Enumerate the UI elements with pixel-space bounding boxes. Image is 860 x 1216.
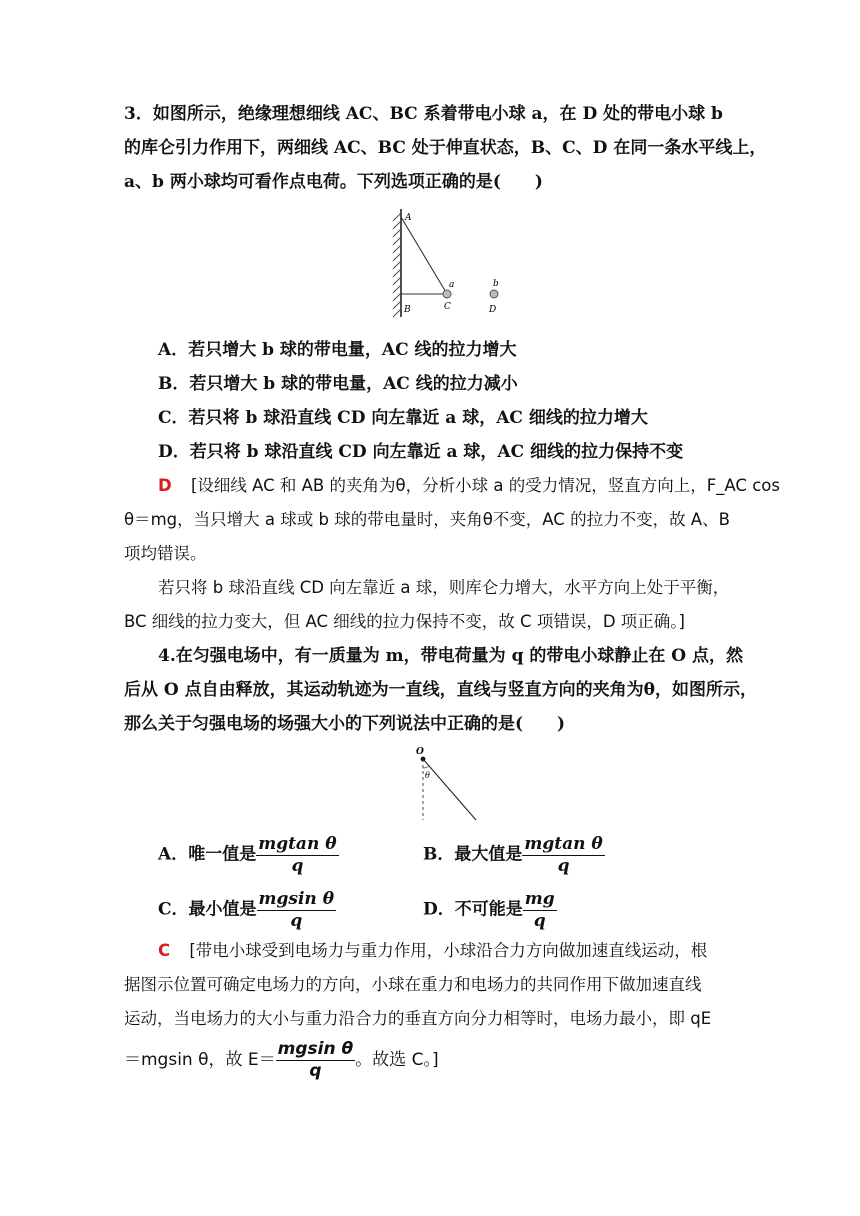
- q4-option-b-fraction: [522, 835, 604, 875]
- label-a: a: [449, 280, 455, 290]
- q4-option-c-fraction: [257, 890, 337, 930]
- q3-solution-line-3: 项均错误。: [124, 544, 207, 563]
- q4-solution-line-1: [158, 934, 778, 968]
- q4-option-a-num: mgtan θ: [258, 834, 337, 854]
- q4-option-c-num: mgsin θ: [258, 889, 335, 909]
- angle-arc: [423, 766, 429, 768]
- q3-option-b: B．若只增大 b 球的带电量，AC 线的拉力减小: [158, 374, 518, 394]
- q4-solution-num: mgsin θ: [277, 1039, 354, 1059]
- q4-option-b-den: q: [557, 855, 570, 876]
- q4-stem-line-3: 那么关于匀强电场的场强大小的下列说法中正确的是( ): [124, 714, 566, 734]
- q4-figure: [410, 742, 490, 824]
- q4-solution-den: q: [309, 1060, 322, 1081]
- q3-solution-line-1: [158, 469, 778, 503]
- label-A: A: [405, 213, 412, 223]
- q4-answer: C: [158, 941, 171, 960]
- q4-option-d: [423, 890, 557, 930]
- q4-solution-line-3: 运动，当电场力的大小与重力沿合力的垂直方向分力相等时，电场力最小，即 qE: [124, 1009, 712, 1028]
- q4-solution-line-4: [124, 1040, 439, 1080]
- ball-b: [490, 290, 498, 298]
- q3-stem-line-2: 的库仑引力作用下，两细线 AC、BC 处于伸直状态，B、C、D 在同一条水平线上，: [124, 138, 767, 158]
- string-ac: [401, 217, 447, 294]
- q4-option-b-prefix: B．最大值是: [423, 844, 523, 865]
- label-theta: θ: [425, 771, 430, 780]
- q3-stem-line-1: 3．如图所示，绝缘理想细线 AC、BC 系着带电小球 a，在 D 处的带电小球 b: [124, 104, 723, 124]
- q4-option-a-den: q: [291, 855, 304, 876]
- q4-option-d-prefix: D．不可能是: [423, 899, 523, 920]
- q3-option-d: D．若只将 b 球沿直线 CD 向左靠近 a 球，AC 细线的拉力保持不变: [158, 442, 684, 462]
- q3-solution-line-5: BC 细线的拉力变大，但 AC 细线的拉力保持不变，故 C 项错误，D 项正确。]: [124, 612, 685, 631]
- q3-solution-text-1: [设细线 AC 和 AB 的夹角为θ，分析小球 a 的受力情况，竖直方向上，F_AC cos: [190, 476, 780, 495]
- label-C: C: [444, 302, 451, 312]
- q3-option-a: A．若只增大 b 球的带电量，AC 线的拉力增大: [158, 340, 517, 360]
- q4-solution-last-post: 。故选 C。]: [355, 1050, 439, 1071]
- q4-option-d-num: mg: [524, 889, 555, 909]
- label-b: b: [493, 279, 499, 289]
- trajectory-line: [423, 759, 476, 820]
- q4-stem-line-2: 后从 O 点自由释放，其运动轨迹为一直线，直线与竖直方向的夹角为θ，如图所示，: [124, 680, 757, 700]
- wall-hatching: [393, 213, 401, 317]
- q3-solution-line-4: 若只将 b 球沿直线 CD 向左靠近 a 球，则库仑力增大，水平方向上处于平衡，: [158, 578, 730, 597]
- q3-solution-line-2: θ＝mg，当只增大 a 球或 b 球的带电量时，夹角θ不变，AC 的拉力不变，故 A、B: [124, 510, 730, 529]
- q4-stem-line-1: 4.在匀强电场中，有一质量为 m，带电荷量为 q 的带电小球静止在 O 点，然: [158, 646, 744, 666]
- q4-solution-line-2: 据图示位置可确定电场力的方向，小球在重力和电场力的共同作用下做加速直线: [124, 975, 702, 994]
- label-D: D: [489, 305, 497, 315]
- q4-option-c: [158, 890, 336, 930]
- ball-a: [443, 290, 451, 298]
- label-O: O: [416, 747, 424, 757]
- label-B: B: [404, 305, 411, 315]
- q3-stem-line-3: a、b 两小球均可看作点电荷。下列选项正确的是( ): [124, 172, 543, 192]
- q4-option-c-prefix: C．最小值是: [158, 899, 257, 920]
- q4-solution-last-pre: ＝mgsin θ，故 E＝: [124, 1050, 276, 1071]
- q4-option-a-prefix: A．唯一值是: [158, 844, 257, 865]
- q3-answer: D: [158, 476, 172, 495]
- q4-option-a-fraction: [256, 835, 338, 875]
- q3-figure: [385, 205, 515, 320]
- q4-option-b: [423, 835, 605, 875]
- q4-option-c-den: q: [290, 910, 303, 931]
- q4-option-d-den: q: [533, 910, 546, 931]
- q4-option-b-num: mgtan θ: [524, 834, 603, 854]
- q4-solution-fraction: [276, 1040, 356, 1080]
- q4-option-d-fraction: [523, 890, 557, 930]
- q4-solution-text-1: [带电小球受到电场力与重力作用，小球沿合力方向做加速直线运动，根: [189, 941, 708, 960]
- q3-option-c: C．若只将 b 球沿直线 CD 向左靠近 a 球，AC 细线的拉力增大: [158, 408, 648, 428]
- q4-option-a: [158, 835, 339, 875]
